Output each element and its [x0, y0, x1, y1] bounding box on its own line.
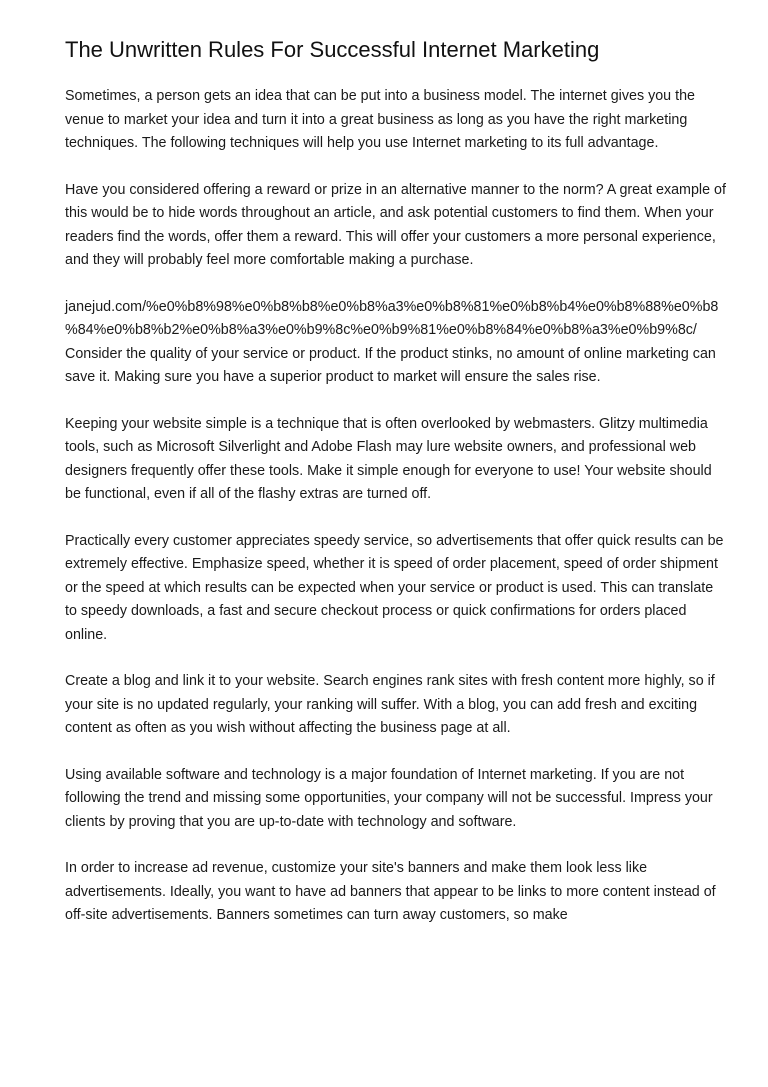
paragraph-speedy-service: Practically every customer appreciates speedy service, so advertisements that offer quick results can be extremely effective. Emphasize speed, whether it is speed of order placement, speed of order shipment or the speed at which results can be expected when your service or product is used. This can translate to speedy downloads, a fast and secure checkout process or quick confirmations for orders placed online.: [65, 532, 724, 643]
paragraph-banners: In order to increase ad revenue, customize your site's banners and make them look less like advertisements. Ideally, you want to have ad banners that appear to be links to more content instead of off-site advertisements. Banners sometimes can turn away customers, so make: [65, 860, 716, 923]
paragraph-blog: Create a blog and link it to your website. Search engines rank sites with fresh content more highly, so if your site is no updated regularly, your ranking will suffer. With a blog, you can add fresh and exciting content as often as you wish without affecting the business page at all.: [65, 673, 715, 736]
paragraph-reward: Have you considered offering a reward or prize in an alternative manner to the norm? A great example of this would be to hide words throughout an article, and ask potential customers to find them. When your readers find the words, offer them a reward. This will offer your customers a more personal experience, and they will probably feel more comfortable making a purchase.: [65, 181, 726, 268]
paragraph-quality: janejud.com/%e0%b8%98%e0%b8%b8%e0%b8%a3%e0%b8%81%e0%b8%b4%e0%b8%88%e0%b8%84%e0%b8%b2%e0%b8%a3%e0%b9%8c%e0%b9%81%e0%b8%84%e0%b8%a3%e0%b9%8c/ Consider the quality of your service or product. If the product stinks, no amount of online marketing can save it. Making sure you have a superior product to market will ensure the sales rise.: [65, 298, 719, 385]
paragraph-simple-website: Keeping your website simple is a technique that is often overlooked by webmasters. Glitzy multimedia tools, such as Microsoft Silverlight and Adobe Flash may lure website owners, and professional web designers frequently offer these tools. Make it simple enough for everyone to use! Your website should be functional, even if all of the flashy extras are turned off.: [65, 415, 712, 502]
paragraph-technology: Using available software and technology is a major foundation of Internet marketing. If you are not following the trend and missing some opportunities, your company will not be successful. Impress your clients by proving that you are up-to-date with technology and software.: [65, 766, 713, 830]
paragraph-intro: Sometimes, a person gets an idea that can be put into a business model. The internet gives you the venue to market your idea and turn it into a great business as long as you have the right marketing techniques. The following techniques will help you use Internet marketing to its full advantage.: [65, 88, 695, 151]
page-title: The Unwritten Rules For Successful Internet Marketing: [65, 37, 600, 62]
